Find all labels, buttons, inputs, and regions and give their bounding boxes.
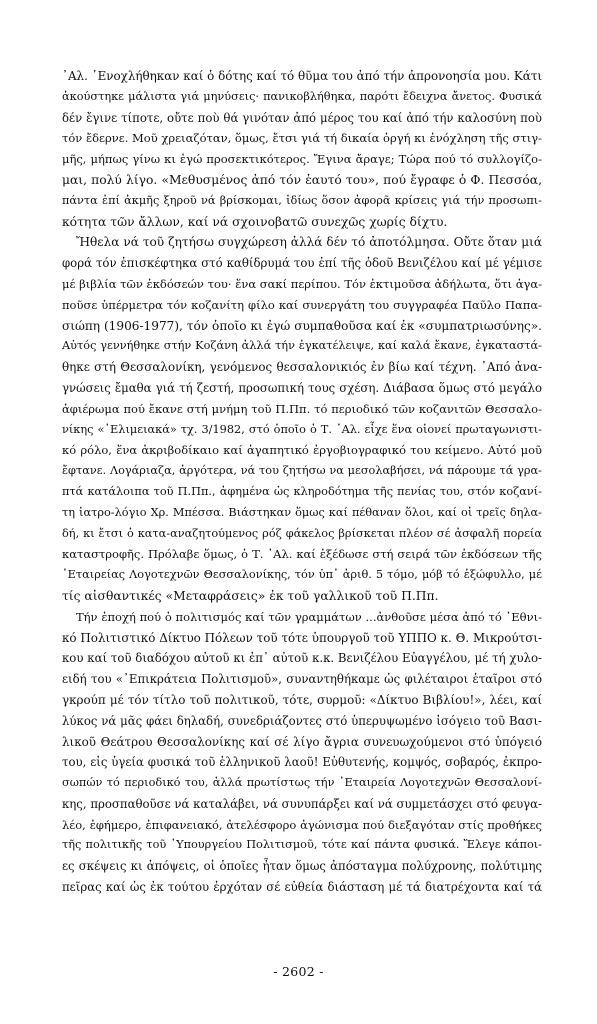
text-line: ἀφιέρωμα πού ἔκανε στή μνήμη τοῦ Π.Ππ. τό περιοδικό τῶν κοζανιτῶν Θεσσαλο-: [62, 401, 542, 416]
paragraph-1: [62, 66, 542, 232]
paragraph-2: [62, 232, 542, 606]
text-line: μαι, πολύ λίγο. «Μεθυσμένος ἀπό τόν ἑαυτό του», πού ἔγραφε ὁ Φ. Πεσσόα,: [62, 172, 542, 187]
text-line: ποῦσε ὑπέρμετρα τόν κοζανίτη φίλο καί συνεργάτη του συγγραφέα Παῦλο Παπα-: [62, 297, 542, 312]
text-line: δή, κι ἔτσι ὁ κατα-αναζητούμενος ρόζ φάκελος βρίσκεται πλέον σέ ἀσφαλῆ πορεία: [62, 526, 542, 540]
text-line: γκρούπ μέ τόν τίτλο τοῦ πολιτικοῦ, τότε, συρμοῦ: «Δίκτυο Βιβλίου!», λέει, καί: [62, 692, 542, 707]
text-line: ἀκούστηκε μάλιστα γιά μηνύσεις· πανικοβλήθηκα, παρότι ἔδειχνα ἄνετος. Φυσικά: [62, 89, 542, 103]
text-line: φορά τόν ἐπισκέφτηκα στό καθίδρυμά του ἐπί τῆς ὁδοῦ Βενιζέλου καί μέ γέμισε: [62, 256, 542, 271]
text-line: γνώσεις ἔμαθα γιά τή ζεστή, προσωπική τους σχέση. Διάβασα ὅμως στό μεγάλο: [62, 380, 542, 395]
text-line: πτά κατάλοιπα τοῦ Π.Ππ., ἀφημένα ὡς κληροδότημα τῆς πενίας του, στόν κοζανί-: [62, 484, 542, 498]
text-line: ᾿Αλ. ᾿Ενοχλήθηκαν καί ὁ δότης καί τό θῦμα του ἀπό τήν ἀπρονοησία μου. Κάτι: [62, 69, 542, 83]
text-line: τη ἰατρο-λόγιο Χρ. Μπέσσα. Βιάστηκαν ὅμως καί πέθαναν ὅλοι, καί οἱ τρεῖς δηλα-: [62, 505, 542, 519]
text-line: λύκος νά μᾶς φάει δηλαδή, συνεδριάζοντες στό ὑπερυψωμένο ἰσόγειο τοῦ Βασι-: [62, 713, 542, 728]
text-line: σιώπη (1906-1977), τόν ὁποῖο κι ἐγώ συμπαθοῦσα καί ἐκ «συμπατριωσύνης».: [62, 318, 542, 333]
text-line: λέο, ἐφήμερο, ἐπιφανειακό, ἀτελέσφορο ἀγώνισμα πού διεξαγόταν στίς προθήκες: [62, 817, 542, 832]
text-line: κότητα τῶν ἄλλων, καί νά σχοινοβατῶ συνεχῶς χωρίς δίχτυ.: [62, 214, 448, 229]
text-line: πεῖρας καί ὡς ἐκ τούτου ἐρχόταν σέ εὐθεία διάσταση μέ τά διατρέχοντα καί τά: [62, 880, 542, 895]
text-line: κό Πολιτιστικό Δίκτυο Πόλεων τοῦ τότε ὑπουργοῦ τοῦ ΥΠΠΟ κ. Θ. Μικρούτσι-: [62, 630, 542, 645]
text-line: Τήν ἐποχή πού ὁ πολιτισμός καί τῶν γραμμάτων ...ἀνθοῦσε μέσα ἀπό τό ᾿Εθνι-: [76, 609, 542, 624]
page-number: - 2602 -: [273, 964, 324, 979]
text-line: του, εἰς ὑγεία φυσικά τοῦ ἑλληνικοῦ λαοῦ! Εὐθυτενής, κομψός, σοβαρός, ἐκπρο-: [62, 755, 542, 770]
text-line: τῆς πολιτικῆς τοῦ ῾Υπουργείου Πολιτισμοῦ, τότε καί πάντα φυσικά. Ἔλεγε κάποι-: [62, 838, 542, 852]
text-line: θηκε στή Θεσσαλονίκη, γενόμενος θεσσαλονικιός ἐν βίω καί τέχνη. ᾿Από ἀνα-: [62, 360, 542, 375]
text-line: ᾿Εταιρείας Λογοτεχνῶν Θεσσαλονίκης, τόν ὑπ᾿ ἀριθ. 5 τόμο, μόβ τό ἐξώφυλλο, μέ: [62, 568, 542, 582]
text-line: τόν ἔδερνε. Μοῦ χρειαζόταν, ὅμως, ἔτσι γιά τή δικαία ὀργή κι ἐνόχληση τῆς στιγ-: [62, 131, 542, 146]
text-line: σωπών τό περιοδικό του, ἀλλά πρωτίστως τήν ᾿Εταιρεία Λογοτεχνῶν Θεσσαλονί-: [62, 776, 542, 790]
text-line: ειδή του «᾿Επικράτεια Πολιτισμοῦ», συναντηθήκαμε ὡς φιλέταιροι ἑταῖροι στό: [62, 672, 542, 687]
text-line: νίκης «᾿Ελιμειακά» τχ. 3/1982, στό ὁποῖο ὁ Τ. ᾿Αλ. εἶχε ἕνα οἱονεί πρωταγωνιστι-: [62, 422, 542, 436]
text-line: ἔφτανε. Λογάριαζα, ἀργότερα, νά του ζητήσω να μεσολαβήσει, νά πάρουμε τά γρα-: [62, 464, 542, 478]
body-text: [62, 66, 542, 898]
text-line: κης, προσπαθοῦσε νά καταλάβει, νά συνυπάρξει καί νά συμμετάσχει στό φευγα-: [62, 796, 542, 811]
text-line: δέν ἔγινε τίποτε, οὔτε ποὺ θά γινόταν ἀπό μέρος του καί ἀπό τήν καλοσύνη ποὺ: [62, 110, 542, 125]
text-line: λικοῦ Θεάτρου Θεσσαλονίκης καί σέ λίγο ἄγρια συνευωχούμενοι στό ὑπόγειό: [62, 734, 542, 749]
text-line: πάντα ἐπί ἀκμῆς ξηροῦ νά βρίσκομαι, ἰδίως ὅσον ἀφορᾶ κρίσεις γιά τήν προσωπι-: [62, 193, 542, 207]
text-line: Ἤθελα νά τοῦ ζητήσω συγχώρεση ἀλλά δέν τό ἀποτόλμησα. Οὔτε ὅταν μιά: [76, 235, 542, 250]
text-line: μῆς, μήπως γίνω κι ἐγώ προσεκτικότερος. Ἔγινα ἄραγε; Τώρα πού τό συλλογίζο-: [62, 152, 542, 167]
text-line: Αὐτός γεννήθηκε στήν Κοζάνη ἀλλά τήν ἐγκατέλειψε, καί καλά ἔκανε, ἐγκαταστά-: [62, 339, 542, 353]
text-line: κου καί τοῦ διαδόχου αὐτοῦ κι ἐπ᾿ αὐτοῦ κ.κ. Βενιζέλου Εὐαγγέλου, μέ τή χυλο-: [62, 651, 542, 666]
text-line: ες σκέψεις κι ἀπόψεις, οἱ ὁποῖες ἦταν ὅμως ἀπόσταγμα πολύχρονης, πολύτιμης: [62, 859, 542, 874]
text-line: μέ βιβλία τῶν ἐκδόσεών του· ἕνα σακί περίπου. Τόν ἐκτιμοῦσα ἀδήλωτα, ὅτι ἀγα-: [62, 276, 542, 291]
text-line: κό ρόλο, ἕνα ἀκριβοδίκαιο καί ἀγαπητικό ἐργοβιογραφικό του κείμενο. Αὐτό μοῦ: [62, 443, 542, 458]
text-line: τίς αἰσθαντικές «Μεταφράσεις» ἐκ τοῦ γαλλικοῦ τοῦ Π.Ππ.: [62, 588, 439, 603]
text-line: καταστροφῆς. Πρόλαβε ὅμως, ὁ Τ. ᾿Αλ. καί ἐξέδωσε στή σειρά τῶν ἐκδόσεων τῆς: [62, 547, 542, 562]
paragraph-3: [62, 607, 542, 898]
